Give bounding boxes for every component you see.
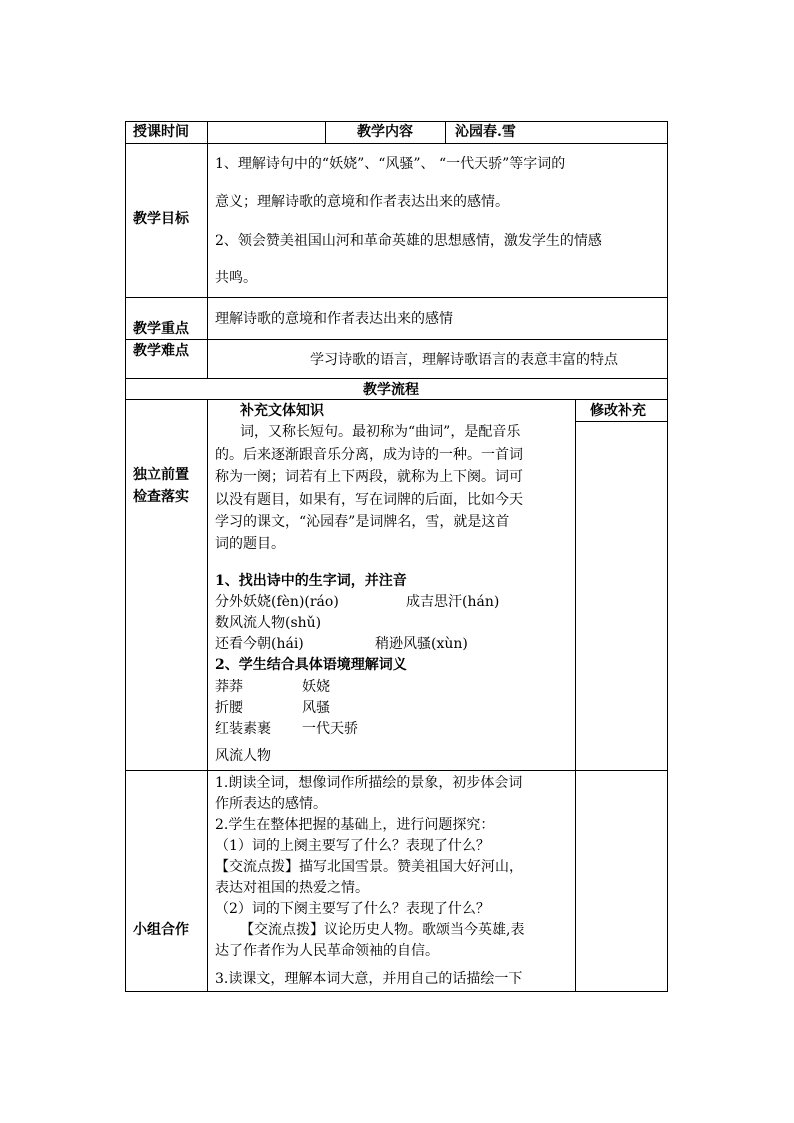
section2-line: 作所表达的感情。	[215, 796, 327, 812]
vocab-item: 风骚	[302, 700, 330, 716]
table-rule	[207, 399, 208, 992]
goals-label: 教学目标	[133, 211, 189, 227]
table-border-right	[667, 121, 668, 992]
section1-para-line: 词，又称长短句。最初称为“曲词”，是配音乐	[240, 424, 521, 440]
section2-line: 1.朗读全词，想像词作所描绘的景象，初步体会词	[215, 775, 523, 791]
key-points-label: 教学重点	[133, 321, 189, 337]
section1-task2: 2、学生结合具体语境理解词义	[215, 657, 407, 673]
section1-para-line: 的。后来逐渐跟音乐分离，成为诗的一种。一首词	[215, 447, 523, 463]
section2-line: （2）词的下阕主要写了什么？表现了什么？	[215, 901, 490, 917]
table-rule	[325, 121, 326, 144]
time-label: 授课时间	[133, 124, 189, 140]
section1-label: 独立前置	[133, 467, 189, 483]
section2-label: 小组合作	[133, 922, 189, 938]
table-rule	[445, 121, 446, 144]
goal-line: 1、理解诗句中的“妖娆”、“风骚”、 “一代天骄”等字词的	[215, 156, 566, 172]
word-item: 成吉思汗(hán)	[406, 594, 500, 610]
word-item: 分外妖娆(fèn)(ráo)	[215, 594, 339, 610]
vocab-item: 红装素裹	[215, 721, 271, 737]
section1-para-line: 词的题目。	[215, 536, 285, 552]
vocab-item: 莽莽	[215, 679, 243, 695]
section1-para-line: 学习的课文，“沁园春”是词牌名，雪，就是这首	[215, 514, 510, 530]
content-value: 沁园春.雪	[455, 124, 516, 140]
table-rule	[207, 121, 208, 379]
section2-line: 【交流点拨】描写北国雪景。赞美祖国大好河山，	[215, 859, 523, 875]
section2-line: （1）词的上阕主要写了什么？表现了什么？	[215, 838, 490, 854]
difficulties-label: 教学难点	[133, 343, 189, 359]
vocab-item: 风流人物	[215, 748, 271, 764]
section2-line: 3.读课文，理解本词大意，并用自己的话描绘一下	[215, 971, 523, 987]
goal-line: 意义；理解诗歌的意境和作者表达出来的感情。	[215, 194, 509, 210]
section1-label: 检查落实	[133, 489, 189, 505]
difficulties-text: 学习诗歌的语言，理解诗歌语言的表意丰富的特点	[310, 352, 618, 368]
word-item: 数风流人物(shǔ)	[215, 615, 322, 631]
section2-line: 达了作者作为人民革命领袖的自信。	[215, 943, 439, 959]
section2-line: 2.学生在整体把握的基础上，进行问题探究：	[215, 817, 495, 833]
goal-line: 共鸣。	[215, 270, 257, 286]
section2-line: 【交流点拨】议论历史人物。歌颂当今英雄,表	[240, 922, 525, 938]
goal-line: 2、领会赞美祖国山河和革命英雄的思想感情，激发学生的情感	[215, 233, 602, 249]
table-rule	[575, 399, 576, 992]
table-rule	[575, 421, 668, 422]
word-item: 稍逊风骚(xùn)	[375, 636, 468, 652]
section1-para-line: 以没有题目，如果有，写在词牌的后面，比如今天	[215, 492, 523, 508]
content-label: 教学内容	[357, 124, 413, 140]
word-item: 还看今朝(hái)	[215, 636, 304, 652]
vocab-item: 一代天骄	[302, 721, 358, 737]
table-border-left	[125, 121, 126, 992]
flow-title: 教学流程	[363, 382, 419, 398]
vocab-item: 妖娆	[302, 679, 330, 695]
section1-task1: 1、找出诗中的生字词，并注音	[215, 573, 407, 589]
vocab-item: 折腰	[215, 700, 243, 716]
section1-heading: 补充文体知识	[240, 403, 324, 419]
key-points-text: 理解诗歌的意境和作者表达出来的感情	[215, 311, 453, 327]
section1-para-line: 称为一阕；词若有上下两段，就称为上下阕。词可	[215, 469, 523, 485]
revise-label: 修改补充	[590, 403, 646, 419]
section2-line: 表达对祖国的热爱之情。	[215, 880, 369, 896]
